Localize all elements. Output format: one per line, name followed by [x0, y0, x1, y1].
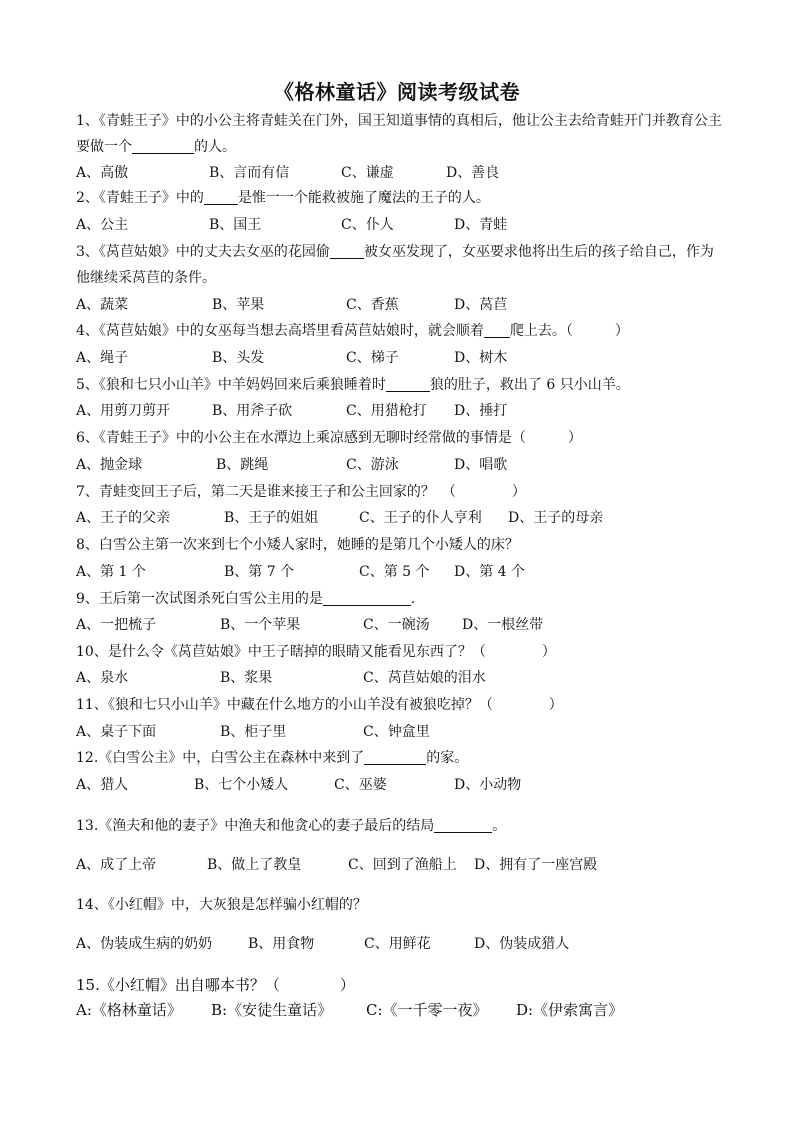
options-9: [76, 612, 726, 638]
question-15: [76, 972, 726, 998]
answer-blank: [386, 374, 430, 392]
question-11: [76, 692, 726, 718]
question-10: [76, 639, 726, 665]
option-b: B、言而有信: [209, 165, 290, 181]
option-c: C、游泳: [346, 457, 399, 473]
option-d: D、伪装成猎人: [474, 936, 570, 952]
option-a: A、用剪刀剪开: [76, 403, 171, 419]
option-a: A、猎人: [76, 777, 129, 793]
option-a: A、高傲: [76, 165, 129, 181]
option-b: B、浆果: [220, 670, 273, 686]
question-1: [76, 108, 726, 160]
answer-blank: [132, 136, 194, 154]
option-b: B:《安徒生童话》: [211, 1001, 333, 1019]
answer-blank: [434, 815, 492, 833]
answer-blank: [323, 588, 411, 606]
option-a: A、泉水: [76, 670, 129, 686]
question-5: [76, 372, 726, 398]
question-stem: 4、《莴苣姑娘》中的女巫每当想去高塔里看莴苣姑娘时，就会顺着: [76, 323, 484, 339]
question-stem: 11、《狼和七只小山羊》中藏在什么地方的小山羊没有被狼吃掉？（ ）: [76, 697, 563, 713]
options-7: [76, 505, 726, 531]
question-stem-end: 。: [492, 818, 507, 834]
options-14: [76, 931, 726, 957]
options-15: [76, 997, 726, 1023]
question-stem-end: 被女巫发现了，女巫要求他将出生后的孩子给自己，作为他继续采莴苣的条件。: [76, 244, 714, 286]
option-d: D、拥有了一座宫殿: [474, 857, 598, 873]
question-stem-end: 的家。: [426, 750, 469, 766]
question-4: [76, 318, 726, 344]
option-b: B、苹果: [212, 297, 265, 313]
option-d: D、唱歌: [454, 457, 508, 473]
option-d: D、青蛙: [454, 217, 508, 233]
page-title: 《格林童话》阅读考级试卷: [274, 80, 520, 104]
question-stem: 14、《小红帽》中，大灰狼是怎样骗小红帽的？: [76, 897, 367, 913]
option-d: D、第 4 个: [454, 564, 526, 580]
question-stem-end: 的人。: [194, 139, 236, 155]
answer-blank: [204, 187, 238, 205]
question-stem-end: 狼的肚子，救出了 6 只小山羊。: [429, 377, 630, 393]
options-2: [76, 212, 726, 238]
option-c: C、第 5 个: [359, 564, 430, 580]
options-6: [76, 452, 726, 478]
question-stem: 12.《白雪公主》中，白雪公主在森林中来到了: [76, 750, 365, 766]
option-c: C、用猎枪打: [346, 403, 427, 419]
option-a: A、桌子下面: [76, 724, 157, 740]
options-13: [76, 852, 726, 878]
option-d: D、莴苣: [454, 297, 508, 313]
question-6: [76, 425, 726, 451]
question-13: [76, 813, 726, 839]
option-b: B、做上了教皇: [207, 857, 302, 873]
options-1: [76, 160, 726, 186]
question-stem: 7、青蛙变回王子后，第二天是谁来接王子和公主回家的？ （ ）: [76, 484, 526, 500]
question-stem-end: 爬上去。（ ）: [509, 323, 629, 339]
question-stem-end: 是惟一一个能救被施了魔法的王子的人。: [237, 190, 490, 206]
question-stem: 9、王后第一次试图杀死白雪公主用的是: [76, 591, 323, 607]
option-c: C、一碗汤: [363, 617, 430, 633]
question-stem: 6、《青蛙王子》中的小公主在水潭边上乘凉感到无聊时经常做的事情是（ ）: [76, 430, 582, 446]
option-c: C、钟盒里: [363, 724, 430, 740]
question-stem: 3、《莴苣姑娘》中的丈夫去女巫的花园偷: [76, 244, 330, 260]
question-stem: 8、白雪公主第一次来到七个小矮人家时，她睡的是第几个小矮人的床？: [76, 537, 519, 553]
options-11: [76, 719, 726, 745]
question-12: [76, 745, 726, 771]
question-stem: 13.《渔夫和他的妻子》中渔夫和他贪心的妻子最后的结局: [76, 818, 435, 834]
answer-blank: [330, 241, 364, 259]
option-d: D、一根丝带: [462, 617, 544, 633]
options-10: [76, 665, 726, 691]
option-a: A、伪装成生病的奶奶: [76, 936, 213, 952]
option-c: C、梯子: [346, 350, 399, 366]
options-3: [76, 292, 726, 318]
option-a: A:《格林童话》: [76, 1001, 182, 1019]
question-stem: 1、《青蛙王子》中的小公主将青蛙关在门外，国王知道事情的真相后，他让公主去给青蛙开门并教育公主要做一个: [76, 113, 722, 155]
option-a: A、王子的父亲: [76, 510, 171, 526]
option-b: B、用斧子砍: [212, 403, 293, 419]
option-c: C、王子的仆人亨利: [359, 510, 482, 526]
option-d: D、小动物: [454, 777, 522, 793]
option-c: C、莴苣姑娘的泪水: [363, 670, 486, 686]
options-8: [76, 559, 726, 585]
option-b: B、柜子里: [220, 724, 287, 740]
option-b: B、第 7 个: [224, 564, 295, 580]
option-c: C、谦虚: [341, 165, 394, 181]
question-14: [76, 892, 726, 918]
question-stem: 2、《青蛙王子》中的: [76, 190, 204, 206]
option-a: A、蔬菜: [76, 297, 129, 313]
option-c: C、仆人: [341, 217, 394, 233]
question-7: [76, 479, 726, 505]
option-b: B、头发: [212, 350, 265, 366]
option-b: B、跳绳: [216, 457, 269, 473]
option-b: B、一个苹果: [220, 617, 301, 633]
question-stem-end: .: [410, 591, 416, 607]
question-stem: 5、《狼和七只小山羊》中羊妈妈回来后乘狼睡着时: [76, 377, 386, 393]
option-a: A、绳子: [76, 350, 129, 366]
option-a: A、第 1 个: [76, 564, 146, 580]
options-5: [76, 398, 726, 424]
option-a: A、公主: [76, 217, 129, 233]
option-a: A、一把梳子: [76, 617, 157, 633]
option-d: D、树木: [454, 350, 508, 366]
question-8: [76, 532, 726, 558]
option-a: A、成了上帝: [76, 857, 157, 873]
options-12: [76, 772, 726, 798]
option-c: C、用鲜花: [364, 936, 431, 952]
question-stem: 10、是什么令《莴苣姑娘》中王子瞎掉的眼睛又能看见东西了？（ ）: [76, 644, 556, 660]
option-b: B、国王: [209, 217, 262, 233]
option-d: D、善良: [446, 165, 500, 181]
option-a: A、抛金球: [76, 457, 143, 473]
option-d: D:《伊索寓言》: [516, 1001, 624, 1019]
option-b: B、王子的姐姐: [224, 510, 319, 526]
option-b: B、用食物: [248, 936, 315, 952]
answer-blank: [484, 320, 510, 338]
option-c: C、巫婆: [334, 777, 387, 793]
option-c: C、回到了渔船上: [348, 857, 457, 873]
options-4: [76, 345, 726, 371]
question-2: [76, 185, 726, 211]
question-3: [76, 239, 726, 291]
answer-blank: [364, 747, 426, 765]
option-d: D、王子的母亲: [508, 510, 604, 526]
option-c: C、香蕉: [346, 297, 399, 313]
option-b: B、七个小矮人: [194, 777, 289, 793]
question-stem: 15.《小红帽》出自哪本书？（ ）: [76, 976, 355, 994]
option-c: C:《一千零一夜》: [366, 1001, 488, 1019]
option-d: D、捶打: [454, 403, 508, 419]
question-9: [76, 586, 726, 612]
